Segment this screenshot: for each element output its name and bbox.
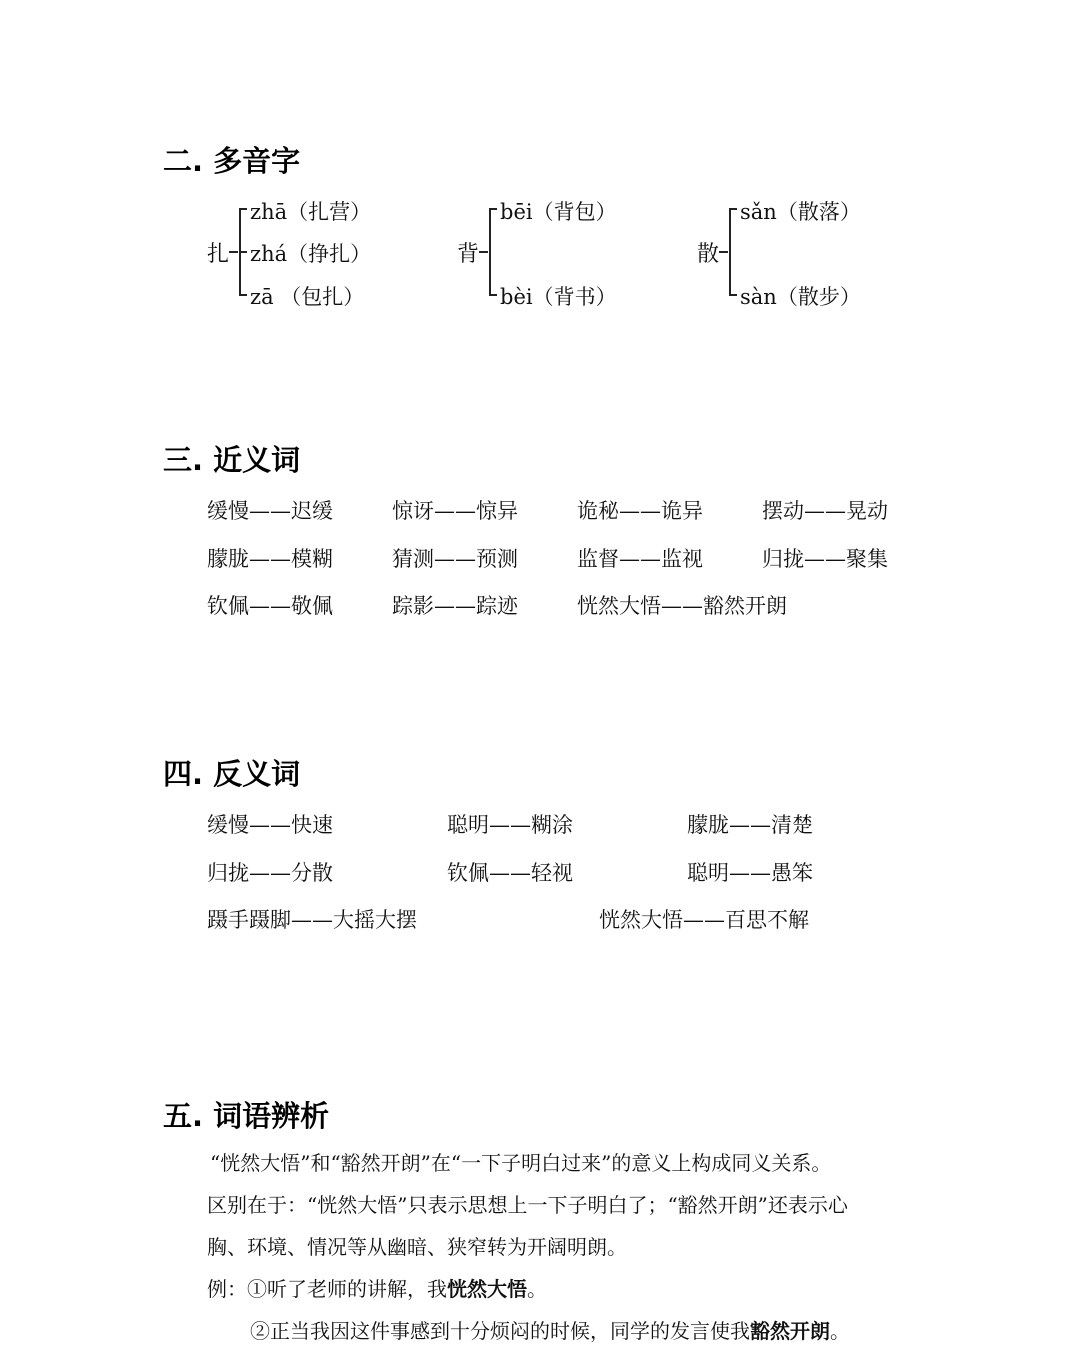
brace-line [489, 208, 491, 294]
example-key-term: 恍然大悟 [447, 1277, 527, 1301]
analysis-example-2 [250, 1317, 850, 1345]
synonym-pair: 恍然大悟——豁然开朗 [577, 594, 787, 618]
brace-tick [729, 294, 737, 296]
section-heading-synonyms: 三. 近义词 [163, 443, 301, 477]
brace-connector [719, 251, 728, 253]
synonym-pair: 钦佩——敬佩 [207, 594, 333, 618]
example-key-term: 豁然开朗 [750, 1319, 830, 1343]
section-heading-antonyms: 四. 反义词 [163, 757, 301, 791]
analysis-paragraph-line: 区别在于：“恍然大悟”只表示思想上一下子明白了；“豁然开朗”还表示心 [207, 1193, 848, 1217]
brace-tick [239, 251, 247, 253]
brace-tick [239, 294, 247, 296]
polyphonic-reading: bēi（背包） [500, 200, 617, 224]
section-heading-analysis: 五. 词语辨析 [163, 1099, 330, 1133]
synonym-pair: 归拢——聚集 [762, 547, 888, 571]
synonym-pair: 朦胧——模糊 [207, 547, 333, 571]
brace-connector [229, 251, 238, 253]
brace-tick [489, 294, 497, 296]
antonym-pair: 朦胧——清楚 [687, 813, 813, 837]
polyphonic-char: 背 [457, 242, 480, 267]
example-end: 。 [830, 1319, 850, 1343]
brace-tick [489, 208, 497, 210]
example-end: 。 [527, 1277, 547, 1301]
analysis-example-1 [207, 1275, 547, 1303]
polyphonic-reading: zā （包扎） [250, 285, 365, 309]
polyphonic-reading: sǎn（散落） [740, 200, 861, 224]
polyphonic-reading: sàn（散步） [740, 285, 861, 309]
antonym-pair: 聪明——糊涂 [447, 813, 573, 837]
synonym-pair: 监督——监视 [577, 547, 703, 571]
brace-tick [239, 208, 247, 210]
antonym-pair: 钦佩——轻视 [447, 861, 573, 885]
polyphonic-char: 散 [697, 242, 720, 267]
synonym-pair: 踪影——踪迹 [392, 594, 518, 618]
brace-line [729, 208, 731, 294]
synonym-pair: 惊讶——惊异 [392, 499, 518, 523]
synonym-pair: 诡秘——诡异 [577, 499, 703, 523]
antonym-pair: 恍然大悟——百思不解 [599, 908, 809, 932]
synonym-pair: 缓慢——迟缓 [207, 499, 333, 523]
polyphonic-reading: zhā（扎营） [250, 200, 372, 224]
section-heading-polyphonic: 二. 多音字 [163, 144, 301, 178]
analysis-paragraph-line: “恍然大悟”和“豁然开朗”在“一下子明白过来”的意义上构成同义关系。 [210, 1151, 832, 1175]
example-text: ②正当我因这件事感到十分烦闷的时候，同学的发言使我 [250, 1319, 750, 1343]
polyphonic-reading: bèi（背书） [500, 285, 617, 309]
brace-connector [479, 251, 488, 253]
polyphonic-char: 扎 [207, 242, 230, 267]
antonym-pair: 归拢——分散 [207, 861, 333, 885]
antonym-pair: 缓慢——快速 [207, 813, 333, 837]
example-text: 例：①听了老师的讲解，我 [207, 1277, 447, 1301]
synonym-pair: 摆动——晃动 [762, 499, 888, 523]
antonym-pair: 聪明——愚笨 [687, 861, 813, 885]
analysis-paragraph-line: 胸、环境、情况等从幽暗、狭窄转为开阔明朗。 [207, 1235, 627, 1259]
synonym-pair: 猜测——预测 [392, 547, 518, 571]
antonym-pair: 蹑手蹑脚——大摇大摆 [207, 908, 417, 932]
polyphonic-reading: zhá（挣扎） [250, 242, 372, 266]
brace-tick [729, 208, 737, 210]
